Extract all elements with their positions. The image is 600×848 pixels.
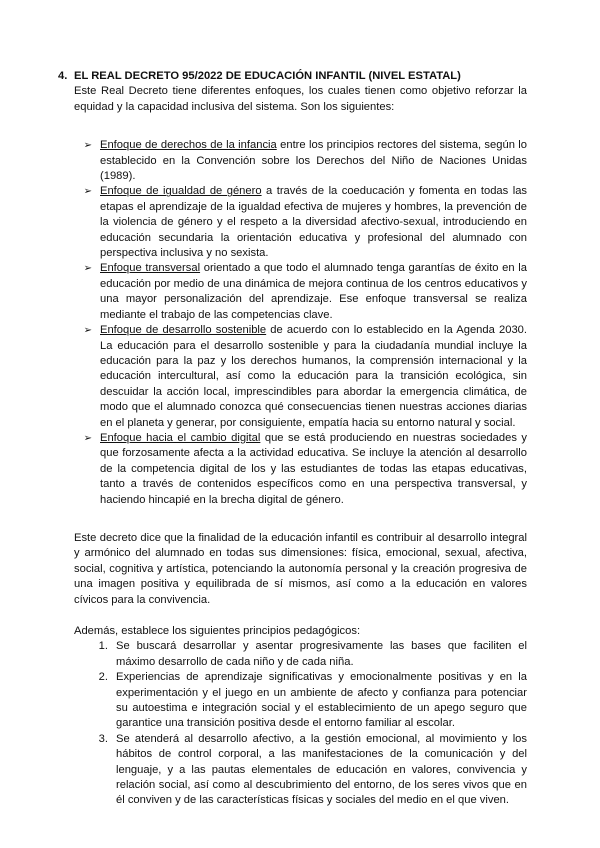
list-item-body: [100, 138, 527, 184]
list-item-body: [100, 323, 527, 431]
principle-number: 2.: [98, 671, 108, 684]
list-item: [58, 138, 527, 184]
principles-section: [74, 624, 527, 809]
arrow-bullet-icon: ➢: [83, 263, 92, 275]
approach-text: de acuerdo con lo establecido en la Agenda 2030. La educación para el desarrollo sostenible y para la ciudadanía mundial incluye la educación para la paz y los derechos humanos, la comprensión internacional y la educación intercultural, así como la educación para la transición ecológica, sin descuidar la acción local, imprescindibles para abordar la emergencia climática, de modo que el alumnado conozca qué consecuencias tienen nuestras acciones diarias en el planeta y generar, por consiguiente, empatía hacia su entorno natural y social.: [100, 324, 527, 429]
list-item-body: [100, 261, 527, 323]
approaches-list: [58, 138, 527, 508]
section-title: EL REAL DECRETO 95/2022 DE EDUCACIÓN INFANTIL (NIVEL ESTATAL): [74, 70, 461, 82]
principle-text: Se atenderá al desarrollo afectivo, a la gestión emocional, al movimiento y los hábitos de control corporal, a las manifestaciones de la comunicación y del lenguaje, y a las pautas elementales de educación en valores, convivencia y relación social, así como al descubrimiento del entorno, de los seres vivos que en él conviven y de las características físicas y sociales del medio en el que viven.: [116, 732, 527, 807]
arrow-bullet-icon: ➢: [83, 140, 92, 152]
arrow-bullet-icon: ➢: [83, 186, 92, 198]
list-item: [74, 670, 527, 732]
approach-term: Enfoque de igualdad de género: [100, 185, 262, 198]
list-item: [58, 323, 527, 431]
approach-term: Enfoque transversal: [100, 262, 201, 275]
section-number: 4.: [58, 70, 68, 82]
principle-number: 3.: [98, 732, 108, 745]
principles-intro: Además, establece los siguientes principios pedagógicos:: [74, 625, 361, 637]
principle-number: 1.: [98, 640, 108, 653]
list-item: [58, 431, 527, 508]
approach-text: entre los principios rectores del sistema, según lo establecido en la Convención sobre los Derechos del Niño de Naciones Unidas (1989).: [100, 139, 528, 183]
approach-term: Enfoque de desarrollo sostenible: [100, 324, 267, 337]
section-heading: [58, 69, 527, 84]
list-item-body: [100, 184, 527, 261]
approach-text: que se está produciendo en nuestras sociedades y que forzosamente afecta a la actividad educativa. Se incluye la atención al desarrollo de la competencia digital de los y las estudiantes de todas las etapas educativas, tanto a través de contenidos específicos como en una perspectiva transversal, y haciendo hincapié en la brecha digital de género.: [100, 431, 527, 506]
principle-text: Experiencias de aprendizaje significativas y emocionalmente positivas y en la experimentación y el juego en un ambiente de afecto y confianza para potenciar su autoestima e integración social y el establecimiento de un apego seguro que garantice una transición positiva desde el entorno familiar al escolar.: [116, 671, 527, 730]
principle-text: Se buscará desarrollar y asentar progresivamente las bases que faciliten el máximo desarrollo de cada niño y de cada niña.: [116, 640, 527, 668]
arrow-bullet-icon: ➢: [83, 432, 92, 444]
list-item: [58, 261, 527, 323]
list-item: [74, 639, 527, 670]
approach-term: Enfoque hacia el cambio digital: [100, 431, 261, 444]
list-item-body: [100, 431, 527, 508]
approach-text: a través de la coeducación y fomenta en todas las etapas el aprendizaje de la igualdad efectiva de mujeres y hombres, la prevención de la violencia de género y el respeto a la diversidad afectivo-sexual, introduciendo en educación secundaria la orientación educativa y profesional del alumnado con perspectiva inclusiva y no sexista.: [100, 185, 528, 260]
arrow-bullet-icon: ➢: [83, 325, 92, 337]
intro-paragraph: Este Real Decreto tiene diferentes enfoques, los cuales tienen como objetivo reforzar la equidad y la capacidad inclusiva del sistema. Son los siguientes:: [74, 85, 527, 113]
approach-text: orientado a que todo el alumnado tenga garantías de éxito en la educación por medio de una dinámica de mejora continua de los centros educativos y una mayor personalización del aprendizaje. Ese enfoque transversal se realiza mediante el trabajo de las competencias clave.: [100, 262, 527, 321]
list-item: [74, 732, 527, 809]
finality-paragraph: Este decreto dice que la finalidad de la educación infantil es contribuir al desarrollo integral y armónico del alumnado en todas sus dimensiones: física, emocional, sexual, afectiva, social, cognitiva y artística, potenciando la autonomía personal y la creación progresiva de una imagen positiva y equilibrada de sí mismos, así como a la educación en valores cívicos para la convivencia.: [74, 531, 527, 606]
approach-term: Enfoque de derechos de la infancia: [100, 139, 277, 152]
list-item: [58, 184, 527, 261]
principles-list: [74, 639, 527, 808]
